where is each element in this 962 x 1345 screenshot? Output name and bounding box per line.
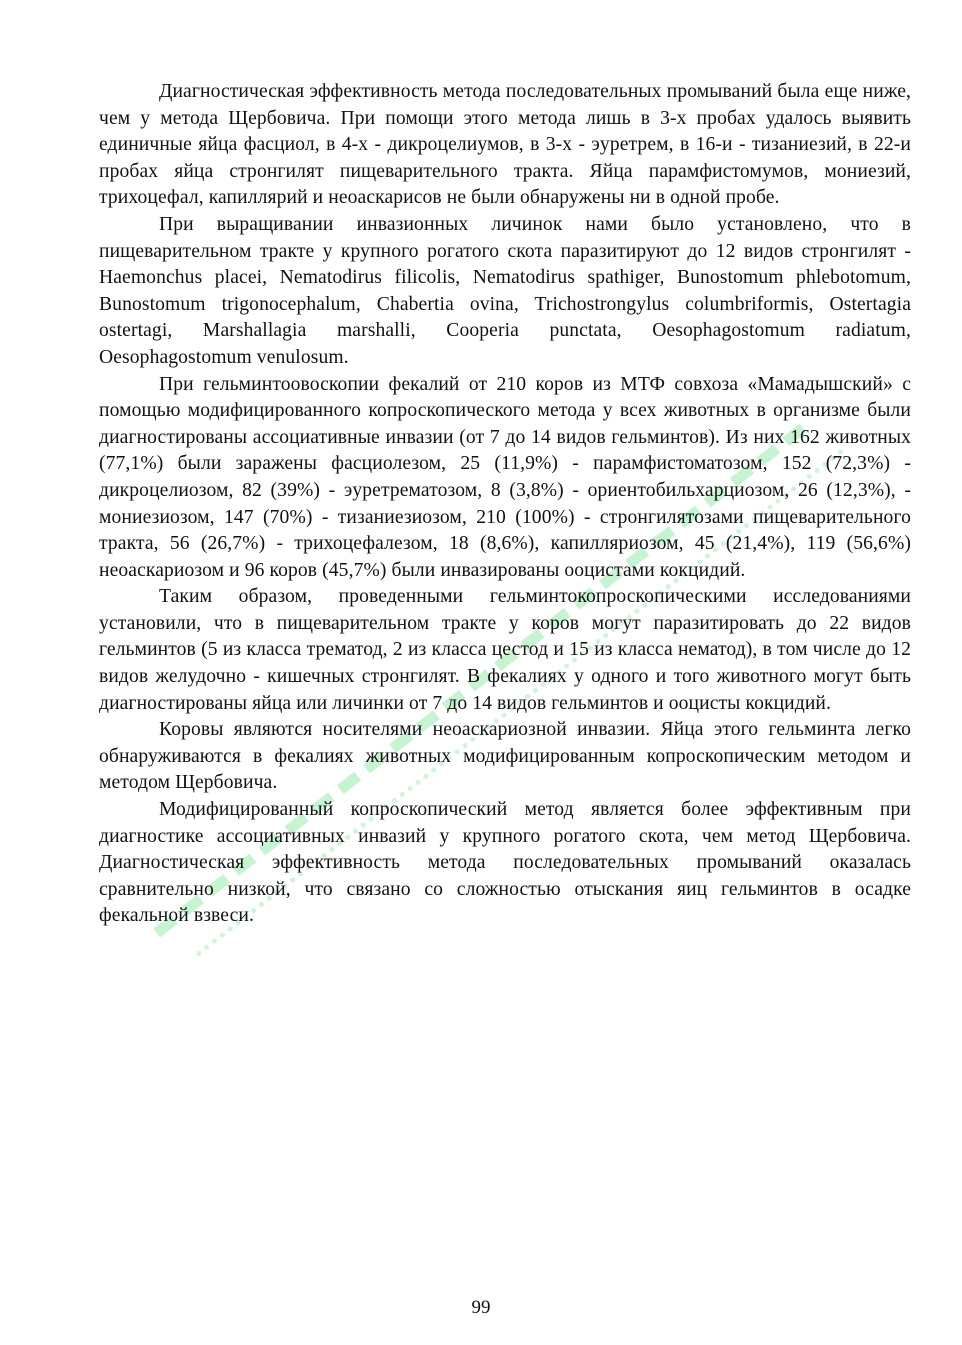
- page-number: 99: [471, 1297, 491, 1318]
- paragraph-washing-method: Диагностическая эффективность метода последовательных промываний была еще ниже, чем у метода Щербовича. При помощи этого метода лишь в 3-х пробах удалось выявить единичные яйца фасциол, в 4-х - дикроцелиумов, в 3-х - эуретрем, в 16-и - тизаниезий, в 22-и пробах яйца стронгилят пищеварительного тракта. Яйца парамфистомумов, мониезий, трихоцефал, капиллярий и неоаскарисов не были обнаружены ни в одной пробе.: [99, 81, 911, 209]
- paragraph-strongylid-species: При выращивании инвазионных личинок нами было установлено, что в пищеварительном тракте у крупного рогатого скота паразитируют до 12 видов стронгилят - Haemonchus placei, Nematodirus filicolis, Nematodirus spathiger, Bunostomum phlebotomum, Bunostomum trigonocephalum, Chabertia ovina, Trichostrongylus columbriformis, Ostertagia ostertagi, Marshallagia marshalli, Cooperia punctata, Oesophagostomum radiatum, Oesophagostomum venulosum.: [99, 213, 911, 368]
- paragraph-neoascaris: Коровы являются носителями неоаскариозной инвазии. Яйца этого гельминта легко обнаруживаются в фекалиях животных модифицированным копроскопическим методом и методом Щербовича.: [99, 719, 911, 794]
- paragraph-conclusion: Таким образом, проведенными гельминтокопроскопическими исследованиями установили, что в пищеварительном тракте у коров могут паразитировать до 22 видов гельминтов (5 из класса трематод, 2 из класса цестод и 15 из класса нематод), в том числе до 12 видов желудочно - кишечных стронгилят. В фекалиях у одного и того животного могут быть диагностированы яйца или личинки от 7 до 14 видов гельминтов и ооцисты кокцидий.: [99, 586, 911, 714]
- paragraph-helminth-ovoscopy: При гельминтоовоскопии фекалий от 210 коров из МТФ совхоза «Мамадышский» с помощью модифицированного копроскопического метода у всех животных в организме были диагностированы ассоциативные инвазии (от 7 до 14 видов гельминтов). Из них 162 животных (77,1%) были заражены фасциолезом, 25 (11,9%) - парамфистоматозом, 152 (72,3%) - дикроцелиозом, 82 (39%) - эуретрематозом, 8 (3,8%) - ориентобильхарциозом, 26 (12,3%), - мониезиозом, 147 (70%) - тизаниезиозом, 210 (100%) - стронгилятозами пищеварительного тракта, 56 (26,7%) - трихоцефалезом, 18 (8,6%), капилляриозом, 45 (21,4%), 119 (56,6%) неоаскариозом и 96 коров (45,7%) были инвазированы ооцистами кокцидий.: [99, 373, 911, 581]
- paragraph-method-comparison: Модифицированный копроскопический метод является более эффективным при диагностике ассоциативных инвазий у крупного рогатого скота, чем метод Щербовича. Диагностическая эффективность метода последовательных промываний оказалась сравнительно низкой, что связано со сложностью отыскания яиц гельминтов в осадке фекальной взвеси.: [99, 799, 911, 927]
- body-text: [99, 79, 911, 930]
